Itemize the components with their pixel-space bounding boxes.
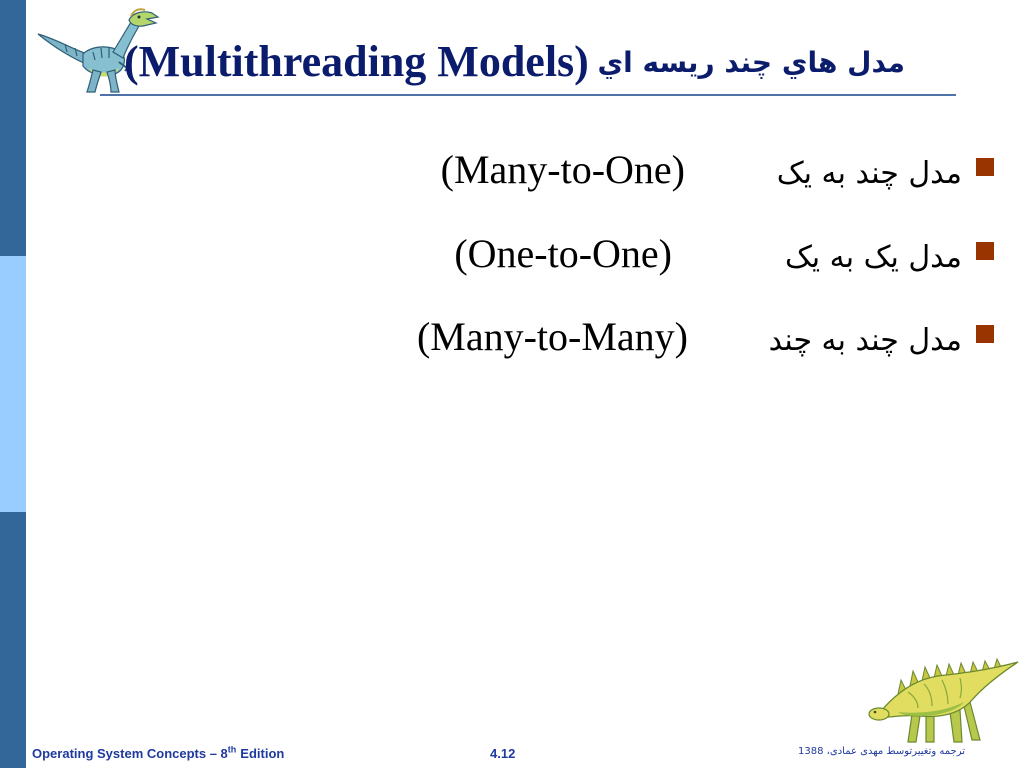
book-ordinal-suffix: th: [227, 744, 237, 755]
bullet-text-english: (One-to-One): [454, 231, 672, 276]
slide-title-persian: مدل هاي چند ريسه اي: [597, 46, 905, 79]
title-underline: [100, 94, 956, 96]
square-bullet-icon: [976, 242, 994, 260]
footer-book-title: [32, 746, 284, 762]
bullet-item: [0, 230, 1024, 282]
bullet-item: [0, 313, 1024, 365]
translator-credit: ترجمه وتغییرتوسط مهدی عمادی، 1388: [798, 746, 965, 757]
left-stripe: [0, 0, 26, 768]
bullet-text-persian: مدل یک به یک: [784, 240, 962, 275]
stripe-segment-top: [0, 0, 26, 256]
square-bullet-icon: [976, 325, 994, 343]
bullet-item: [0, 146, 1024, 198]
bullet-text-english: (Many-to-One): [440, 147, 685, 192]
square-bullet-icon: [976, 158, 994, 176]
slide-title-english: (Multithreading Models): [124, 37, 589, 86]
bullet-text-persian: مدل چند به چند: [768, 323, 962, 358]
bullet-text-english: (Many-to-Many): [416, 314, 688, 359]
stripe-segment-bottom: [0, 512, 26, 768]
bullet-text-persian: مدل چند به یک: [776, 156, 962, 191]
stripe-segment-middle: [0, 256, 26, 512]
page-number: 4.12: [490, 746, 516, 761]
book-edition-text: Edition: [240, 746, 285, 761]
stegosaurus-icon: [868, 658, 1020, 744]
book-title-text: Operating System Concepts – 8: [32, 746, 228, 761]
